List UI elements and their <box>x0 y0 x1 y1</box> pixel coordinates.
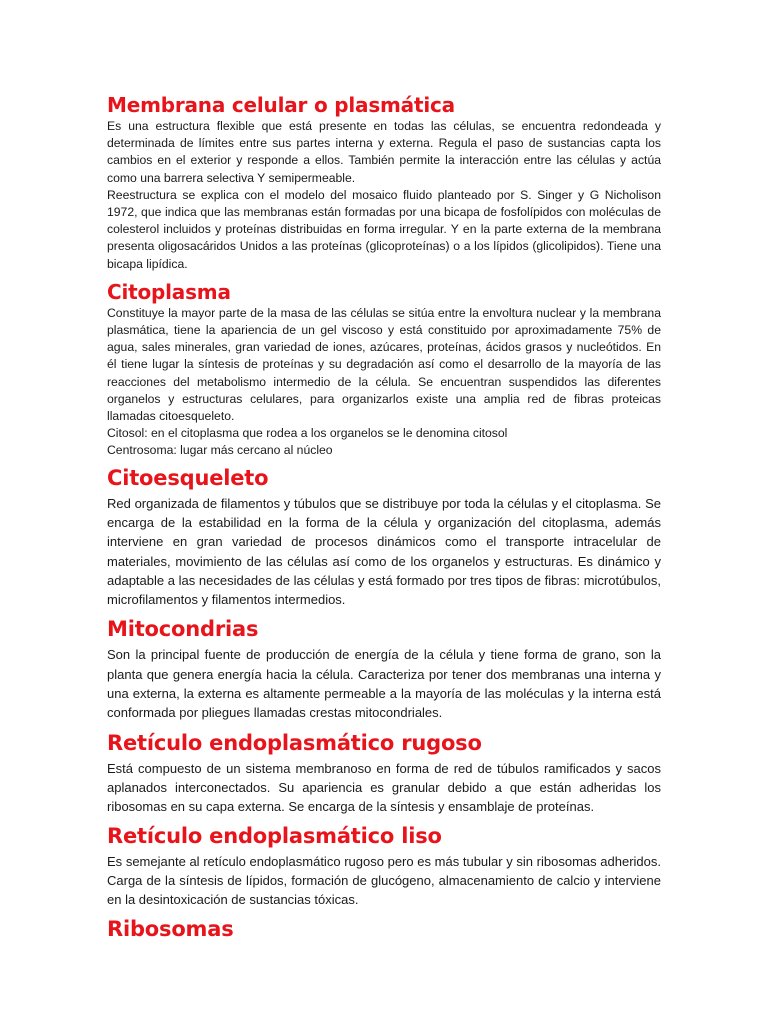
paragraph: Constituye la mayor parte de la masa de las células se sitúa entre la envoltura nuclear y la membrana plasmática, tiene la apariencia de un gel viscoso y está constituido por aproximadamente 75% de agua, sales minerales, gran variedad de iones, azúcares, proteínas, ácidos grasos y nucleótidos. En él tiene lugar la síntesis de proteínas y su degradación así como el desarrollo de la mayoría de las reacciones del metabolismo intermedio de la célula. Se encuentran suspendidos las diferentes organelos y estructuras celulares, para organizarlos existe una amplia red de fibras proteicas llamadas citoesqueleto. <box>107 305 661 424</box>
section-citoplasma <box>107 279 661 460</box>
section-mitocondrias <box>107 615 661 722</box>
paragraph: Es semejante al retículo endoplasmático rugoso pero es más tubular y sin ribosomas adheridos. Carga de la síntesis de lípidos, formación de glucógeno, almacenamiento de calcio y interviene en la desintoxicación de sustancias tóxicas. <box>107 853 661 908</box>
paragraph: Centrosoma: lugar más cercano al núcleo <box>107 443 333 458</box>
section-membrana-celular <box>107 92 661 273</box>
paragraph: Son la principal fuente de producción de energía de la célula y tiene forma de grano, son la planta que genera energía hacia la célula. Caracteriza por tener dos membranas una interna y una externa, la externa es altamente permeable a la mayoría de las moléculas y la interna está conformada por pliegues llamadas crestas mitocondriales. <box>107 647 661 721</box>
section-reticulo-rugoso <box>107 729 661 817</box>
section-heading: Retículo endoplasmático rugoso <box>107 730 482 755</box>
paragraph: Es una estructura flexible que está presente en todas las células, se encuentra redondeada y determinada de límites entre sus partes interna y externa. Regula el paso de sustancias capta los cambios en el exterior y responde a ellos. También permite la interacción entre las células y actúa como una barrera selectiva Y semipermeable. <box>107 119 661 185</box>
section-heading: Citoplasma <box>107 279 231 304</box>
section-citoesqueleto <box>107 464 661 610</box>
section-heading: Mitocondrias <box>107 617 259 642</box>
paragraph: Reestructura se explica con el modelo del mosaico fluido planteado por S. Singer y G Nicholison 1972, que indica que las membranas están formadas por una bicapa de fosfolípidos con moléculas de colesterol incluidos y proteínas distribuidas en forma irregular. Y en la parte externa de la membrana presenta oligosacáridos Unidos a las proteínas (glicoproteínas) o a los lípidos (glicolipidos). Tiene una bicapa lipídica. <box>107 187 661 271</box>
section-reticulo-liso <box>107 822 661 910</box>
document-page <box>107 92 661 945</box>
paragraph: Está compuesto de un sistema membranoso en forma de red de túbulos ramificados y sacos aplanados interconectados. Su apariencia es granular debido a que están adheridas los ribosomas en su capa externa. Se encarga de la síntesis y ensamblaje de proteínas. <box>107 760 661 815</box>
paragraph: Red organizada de filamentos y túbulos que se distribuye por toda la células y el citoplasma. Se encarga de la estabilidad en la forma de la célula y organización del citoplasma, además interviene en gran variedad de procesos dinámicos como el transporte intracelular de materiales, movimiento de las células así como de los organelos y estructuras. Es dinámico y adaptable a las necesidades de las células y está formado por tres tipos de fibras: microtúbulos, microfilamentos y filamentos intermedios. <box>107 495 661 608</box>
section-heading: Ribosomas <box>107 917 234 942</box>
section-heading: Citoesqueleto <box>107 465 269 490</box>
section-ribosomas <box>107 915 661 943</box>
section-heading: Retículo endoplasmático liso <box>107 823 442 848</box>
paragraph: Citosol: en el citoplasma que rodea a los organelos se le denomina citosol <box>107 426 508 441</box>
section-heading: Membrana celular o plasmática <box>107 93 455 117</box>
